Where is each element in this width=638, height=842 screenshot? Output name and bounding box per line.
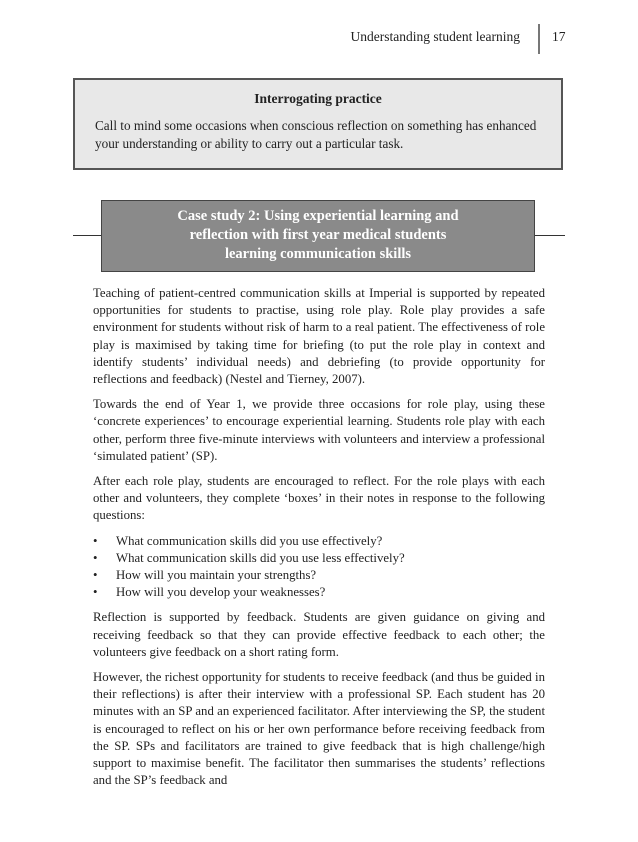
body-paragraph: Reflection is supported by feedback. Students are given guidance on giving and receiving feedback so that they can provide effective feedback to each other; the volunteers give feedback on a short rating form.: [93, 610, 545, 659]
list-item-text: How will you maintain your strengths?: [116, 568, 317, 583]
list-item-text: What communication skills did you use less effectively?: [116, 550, 405, 565]
case-study-title-line: Case study 2: Using experiential learning and: [177, 208, 459, 224]
bullet-icon: •: [93, 585, 98, 600]
list-item-text: How will you develop your weaknesses?: [116, 585, 326, 600]
question-list: [93, 533, 545, 602]
body-paragraph: Towards the end of Year 1, we provide three occasions for role play, using these ‘concrete experiences’ to encourage experiential learning. Students role play with each other, perform three five-minute interviews with volunteers and interview a professional ‘simulated patient’ (SP).: [93, 397, 545, 463]
list-item: [93, 550, 545, 567]
list-item: [93, 533, 545, 550]
bullet-icon: •: [93, 533, 98, 548]
header-divider: [538, 24, 540, 54]
case-study-title-line: reflection with first year medical students: [189, 227, 447, 243]
body-paragraph: Teaching of patient-centred communication skills at Imperial is supported by repeated opportunities for students to practise, using role play. Role play provides a safe environment for students without risk of harm to a real patient. The effectiveness of role play is maximised by taking time for briefing (to put the role play in context and identify students’ individual needs) and debriefing (to provide opportunity for reflections and feedback) (Nestel and Tierney, 2007).: [93, 286, 545, 387]
case-study-title-box: [101, 200, 535, 272]
interrogating-practice-title: Interrogating practice: [254, 91, 382, 106]
page-number: 17: [552, 29, 566, 44]
case-study-title-line: learning communication skills: [224, 246, 412, 262]
list-item: [93, 584, 545, 601]
list-item-text: What communication skills did you use effectively?: [116, 533, 383, 548]
running-header: [0, 24, 638, 54]
case-study-body: [93, 285, 545, 797]
body-paragraph: After each role play, students are encouraged to reflect. For the role plays with each other and volunteers, they complete ‘boxes’ in their notes in response to the following questions:: [93, 474, 545, 523]
bullet-icon: •: [93, 568, 98, 583]
running-title: Understanding student learning: [350, 29, 520, 44]
case-study-rule-right: [533, 235, 565, 236]
bullet-icon: •: [93, 550, 98, 565]
case-study-rule-left: [73, 235, 103, 236]
body-paragraph: However, the richest opportunity for students to receive feedback (and thus be guided in their reflections) is after their interview with a professional SP. Each student has 20 minutes with an SP and an experienced facilitator. After interviewing the SP, the student is encouraged to reflect on his or her own performance before receiving feedback from the SP. SPs and facilitators are trained to give feedback that is high challenge/high support to maximise benefit. The facilitator then summarises the students’ reflections and the SP’s feedback and: [93, 670, 545, 788]
interrogating-practice-box: [73, 78, 563, 170]
interrogating-practice-body: Call to mind some occasions when conscious reflection on something has enhanced your understanding or ability to carry out a particular task.: [95, 118, 537, 151]
list-item: [93, 567, 545, 584]
